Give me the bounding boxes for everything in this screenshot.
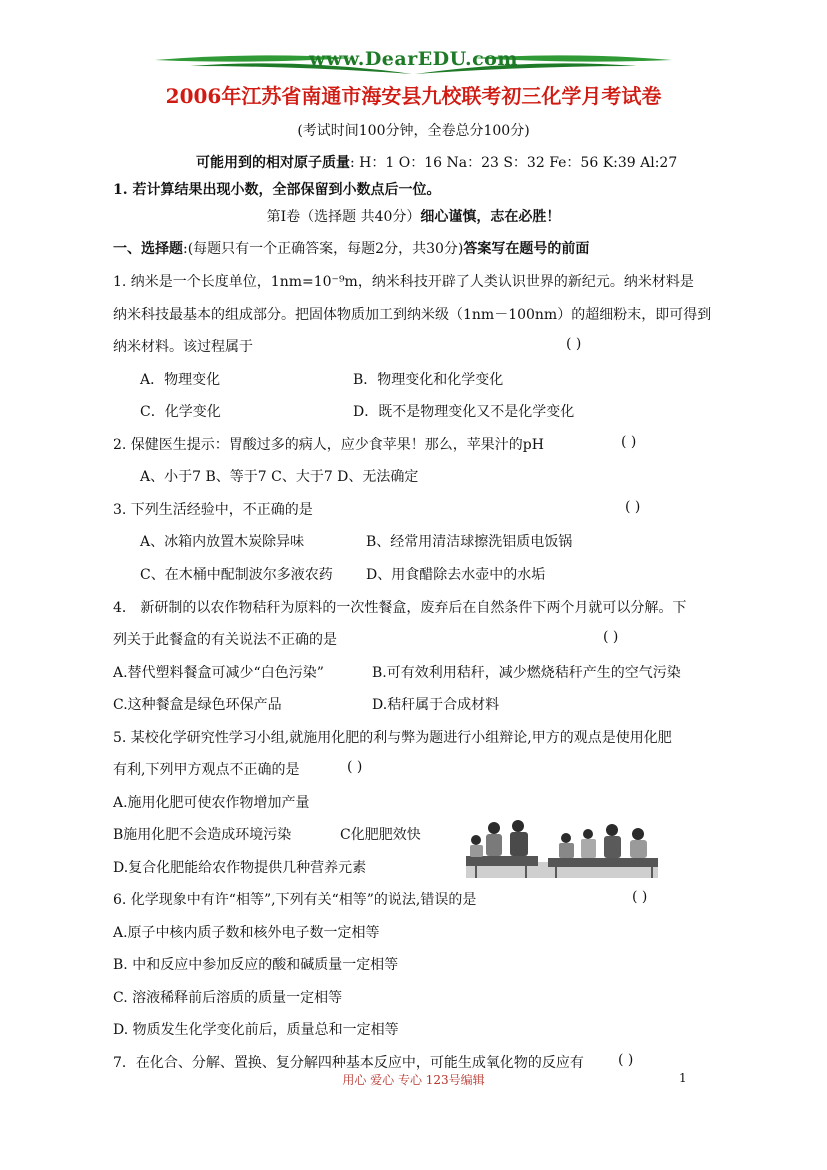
q1-option-c: C．化学变化 <box>140 404 221 420</box>
q4-option-a: A.替代塑料餐盒可减少“白色污染” <box>113 665 324 681</box>
q1-option-a: A．物理变化 <box>140 372 221 388</box>
atomic-mass-values: : H：1 O：16 Na：23 S：32 Fe：56 K:39 Al:27 <box>350 155 678 171</box>
q5-option-c: C化肥肥效快 <box>340 827 421 843</box>
part1-heading <box>113 238 589 258</box>
q6-option-d: D. 物质发生化学变化前后，质量总和一定相等 <box>113 1022 399 1038</box>
q1-option-d: D．既不是物理变化又不是化学变化 <box>353 404 575 420</box>
q5-line2: 有利,下列甲方观点不正确的是 <box>113 762 300 778</box>
atomic-mass-line <box>196 152 677 172</box>
exam-duration: (考试时间100分钟，全卷总分100分) <box>297 123 530 139</box>
q2-text: 2. 保健医生提示：胃酸过多的病人，应少食苹果！那么，苹果汁的pH <box>113 437 544 453</box>
q4-line2: 列关于此餐盒的有关说法不正确的是 <box>113 632 337 648</box>
q3-text: 3. 下列生活经验中，不正确的是 <box>113 502 313 518</box>
q5-option-b: B施用化肥不会造成环境污染 <box>113 827 292 843</box>
site-url: www.DearEDU.com <box>309 48 518 70</box>
q5-option-a: A.施用化肥可使农作物增加产量 <box>113 795 310 811</box>
q4-option-b: B.可有效利用秸秆，减少燃烧秸秆产生的空气污染 <box>372 665 681 681</box>
q1-line2: 纳米科技最基本的组成部分。把固体物质加工到纳米级（1nm－100nm）的超细粉末，即可得到 <box>113 307 712 323</box>
part1-label: 一、选择题 <box>113 241 183 257</box>
page-number: 1 <box>679 1071 687 1085</box>
atomic-mass-label: 可能用到的相对原子质量 <box>196 155 350 171</box>
instruction-1: 1. 若计算结果出现小数，全部保留到小数点后一位。 <box>113 182 441 198</box>
q3-option-c: C、在木桶中配制波尔多液农药 <box>140 567 333 583</box>
q6-option-c: C. 溶液稀释前后溶质的质量一定相等 <box>113 990 343 1006</box>
q1-answer-blank: ( ) <box>566 336 582 352</box>
debate-illustration <box>466 820 658 878</box>
q6-answer-blank: ( ) <box>632 889 648 905</box>
q5-answer-blank: ( ) <box>347 759 363 775</box>
page-footer: 用心 爱心 专心 123号编辑 <box>342 1073 485 1087</box>
q4-line1: 4． 新研制的以农作物秸秆为原料的一次性餐盒，废弃后在自然条件下两个月就可以分解。下 <box>113 600 687 616</box>
q5-line1: 5. 某校化学研究性学习小组,就施用化肥的利与弊为题进行小组辩论,甲方的观点是使用化肥 <box>113 730 672 746</box>
q3-option-b: B、经常用清洁球擦洗铝质电饭锅 <box>366 534 573 550</box>
q3-option-d: D、用食醋除去水壶中的水垢 <box>366 567 546 583</box>
q4-option-c: C.这种餐盒是绿色环保产品 <box>113 697 282 713</box>
q3-option-a: A、冰箱内放置木炭除异味 <box>140 534 305 550</box>
section-title-text: 第Ⅰ卷（选择题 共40分） <box>266 209 421 225</box>
q1-option-b: B．物理变化和化学变化 <box>353 372 504 388</box>
q4-option-d: D.秸秆属于合成材料 <box>372 697 500 713</box>
part1-rules: :(每题只有一个正确答案，每题2分，共30分) <box>183 241 464 257</box>
q7-text: 7．在化合、分解、置换、复分解四种基本反应中，可能生成氧化物的反应有 <box>113 1055 584 1071</box>
q4-answer-blank: ( ) <box>603 629 619 645</box>
section-title <box>0 206 827 226</box>
section-motto: 细心谨慎，志在必胜！ <box>420 209 561 225</box>
q6-option-a: A.原子中核内质子数和核外电子数一定相等 <box>113 925 380 941</box>
q6-text: 6. 化学现象中有许“相等”,下列有关“相等”的说法,错误的是 <box>113 892 477 908</box>
q6-option-b: B. 中和反应中参加反应的酸和碱质量一定相等 <box>113 957 399 973</box>
site-logo <box>150 44 677 82</box>
part1-answer-note: 答案写在题号的前面 <box>463 241 590 257</box>
q3-answer-blank: ( ) <box>625 499 641 515</box>
exam-title: 2006年江苏省南通市海安县九校联考初三化学月考试卷 <box>165 84 662 108</box>
q2-answer-blank: ( ) <box>621 434 637 450</box>
q5-option-d: D.复合化肥能给农作物提供几种营养元素 <box>113 860 367 876</box>
q2-options: A、小于7 B、等于7 C、大于7 D、无法确定 <box>140 469 419 485</box>
q7-answer-blank: ( ) <box>618 1052 634 1068</box>
q1-line1: 1. 纳米是一个长度单位，1nm=10⁻⁹m，纳米科技开辟了人类认识世界的新纪元。纳米材料是 <box>113 274 694 290</box>
q1-line3: 纳米材料。该过程属于 <box>113 339 253 355</box>
